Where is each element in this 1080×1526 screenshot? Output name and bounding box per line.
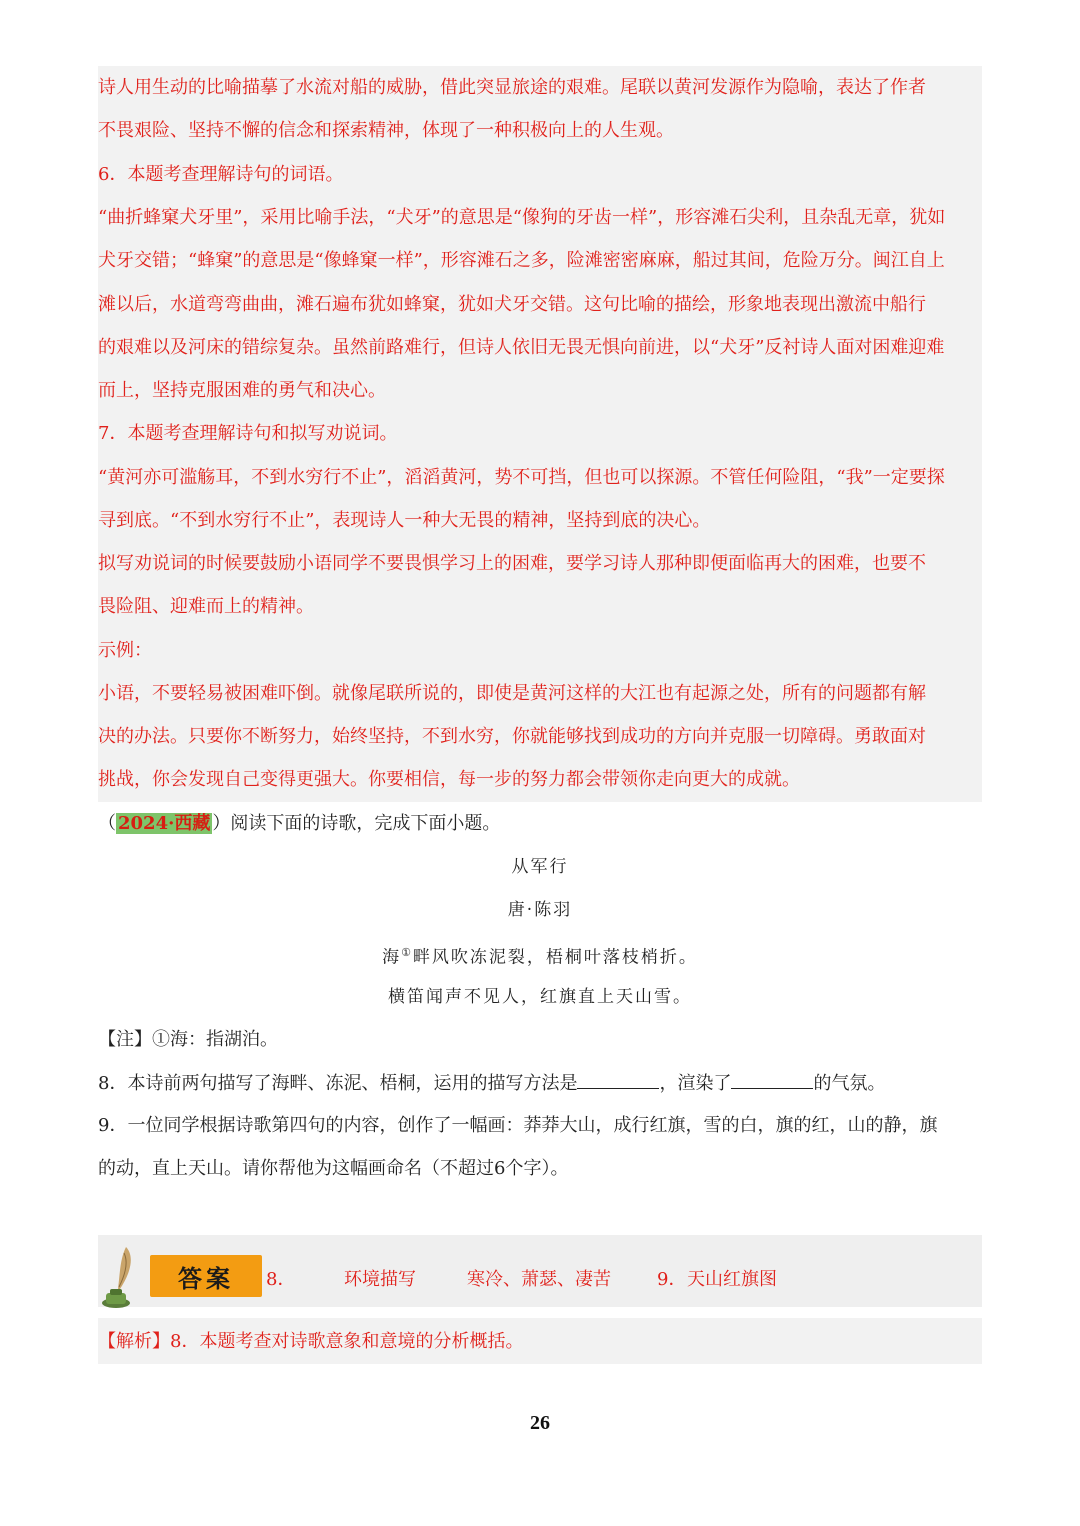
footnote-marker: ① <box>401 946 413 959</box>
answer-badge: 答案 <box>150 1255 262 1297</box>
page-number: 26 <box>530 1412 550 1434</box>
explanation-line: 挑战，你会发现自己变得更强大。你要相信，每一步的努力都会带领你走向更大的成就。 <box>98 769 800 790</box>
explanation-line: 犬牙交错；“蜂窠”的意思是“像蜂窠一样”，形容滩石之多，险滩密密麻麻，船过其间，危险万分。闽江自上 <box>98 250 945 271</box>
source-tag: 2024·西藏 <box>118 813 211 834</box>
explanation-line: 诗人用生动的比喻描摹了水流对船的威胁，借此突显旅途的艰难。尾联以黄河发源作为隐喻，表达了作者 <box>98 77 926 98</box>
explanation-line: 滩以后，水道弯弯曲曲，滩石遍布犹如蜂窠，犹如犬牙交错。这句比喻的描绘，形象地表现出激流中船行 <box>98 294 926 315</box>
q8-text-c: 的气氛。 <box>813 1073 886 1094</box>
intro-text: ）阅读下面的诗歌，完成下面小题。 <box>212 813 501 834</box>
explanation-line: 的艰难以及河床的错综复杂。虽然前路难行，但诗人依旧无畏无惧向前进，以“犬牙”反衬诗人面对困难迎难 <box>98 337 945 358</box>
poem-line-1 <box>98 940 982 971</box>
question-8 <box>98 1070 982 1097</box>
answer-9-title: 天山红旗图 <box>687 1269 777 1290</box>
poem-line-2: 横笛闻声不见人，红旗直上天山雪。 <box>388 987 692 1007</box>
answer-8-mood: 寒冷、萧瑟、凄苦 <box>467 1269 611 1290</box>
explanation-line: “黄河亦可滥觞耳，不到水穷行不止”，滔滔黄河，势不可挡，但也可以探源。不管任何险阻，“我”一定要探 <box>98 467 945 488</box>
question-9-line: 9．一位同学根据诗歌第四句的内容，创作了一幅画：莽莽大山，成行红旗，雪的白，旗的红，山的静，旗 <box>98 1115 938 1136</box>
explanation-line: 而上，坚持克服困难的勇气和决心。 <box>98 380 386 401</box>
poem-line-1-start: 海 <box>382 947 402 968</box>
explanation-line: 拟写劝说词的时候要鼓励小语同学不要畏惧学习上的困难，要学习诗人那种即便面临再大的困难，也要不 <box>98 553 926 574</box>
answer-8-method: 环境描写 <box>344 1269 416 1290</box>
q8-text-b: ，渲染了 <box>659 1073 732 1094</box>
explanation-line: 不畏艰险、坚持不懈的信念和探索精神，体现了一种积极向上的人生观。 <box>98 120 674 141</box>
explanation-line: 小语，不要轻易被困难吓倒。就像尾联所说的，即使是黄河这样的大江也有起源之处，所有的问题都有解 <box>98 683 926 704</box>
q8-text-a: 8．本诗前两句描写了海畔、冻泥、梧桐，运用的描写方法是 <box>98 1073 578 1094</box>
example-label: 示例： <box>98 640 152 661</box>
explanation-line: 决的办法。只要你不断努力，始终坚持，不到水穷，你就能够找到成功的方向并克服一切障碍。勇敢面对 <box>98 726 926 747</box>
question-7-heading: 7．本题考查理解诗句和拟写劝说词。 <box>98 423 398 444</box>
answer-blank-2[interactable] <box>731 1070 813 1089</box>
explanation-line: 寻到底。“不到水穷行不止”，表现诗人一种大无畏的精神，坚持到底的决心。 <box>98 510 711 531</box>
answer-blank-1[interactable] <box>577 1070 659 1089</box>
answer-8-number: 8． <box>266 1269 296 1290</box>
analysis-text: 【解析】8．本题考查对诗歌意象和意境的分析概括。 <box>98 1331 524 1352</box>
answer-9-number: 9． <box>657 1269 687 1290</box>
explanation-line: “曲折蜂窠犬牙里”，采用比喻手法，“犬牙”的意思是“像狗的牙齿一样”，形容滩石尖利，且杂乱无章，犹如 <box>98 207 946 228</box>
reading-intro <box>98 811 982 837</box>
poem-line-1-rest: 畔风吹冻泥裂，梧桐叶落枝梢折。 <box>412 947 698 968</box>
question-6-heading: 6．本题考查理解诗句的词语。 <box>98 164 344 185</box>
question-9-line: 的动，直上天山。请你帮他为这幅画命名（不超过6个字）。 <box>98 1158 569 1179</box>
poem-note: 【注】①海：指湖泊。 <box>98 1029 278 1050</box>
poem-title: 从军行 <box>511 857 569 877</box>
intro-open-paren: （ <box>98 813 116 834</box>
quill-icon <box>100 1245 144 1309</box>
explanation-line: 畏险阻、迎难而上的精神。 <box>98 596 314 617</box>
poem-author: 唐·陈羽 <box>507 900 573 920</box>
